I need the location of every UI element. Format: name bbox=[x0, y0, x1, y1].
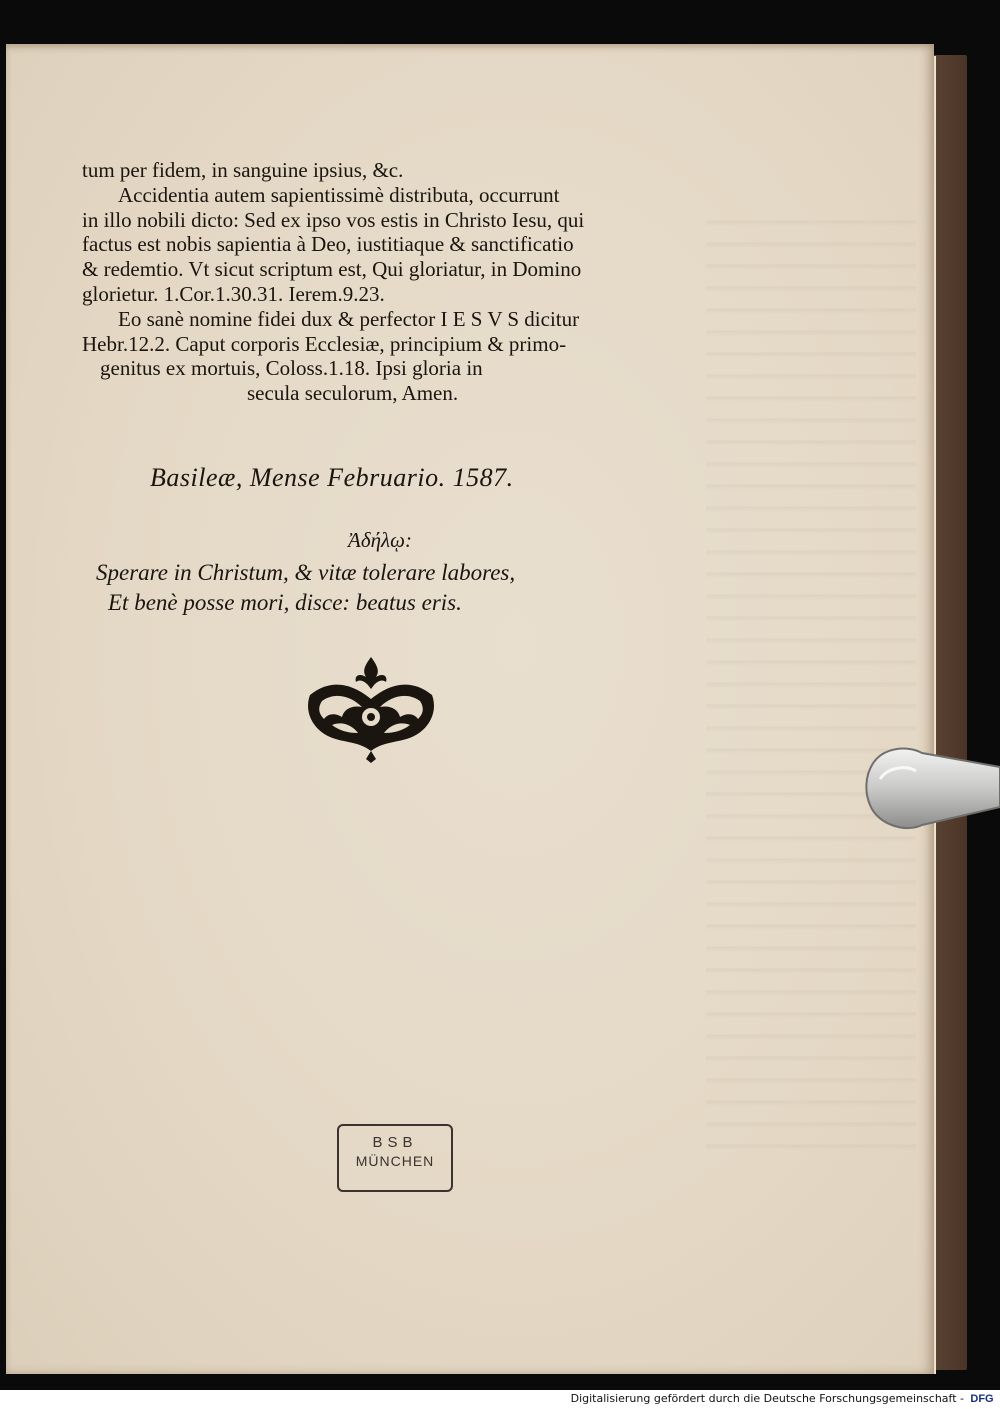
text-line: & redemtio. Vt sicut scriptum est, Qui gloriatur, in Domino bbox=[82, 257, 582, 282]
fleuron-ornament-icon bbox=[302, 655, 440, 765]
funding-credit: Digitalisierung gefördert durch die Deutsche Forschungsgemeinschaft - bbox=[570, 1392, 964, 1405]
text-line: factus est nobis sapientia à Deo, iustitiaque & sanctificatio bbox=[82, 232, 574, 257]
motto-line: Sperare in Christum, & vitæ tolerare labores, bbox=[96, 560, 516, 585]
text-line: genitus ex mortuis, Coloss.1.18. Ipsi gloria in bbox=[100, 356, 483, 381]
show-through-text bbox=[706, 204, 916, 1164]
text-line: secula seculorum, Amen. bbox=[247, 381, 459, 406]
motto-heading: Ἀδήλῳ: bbox=[348, 528, 412, 552]
motto-line: Et benè posse mori, disce: beatus eris. bbox=[108, 590, 462, 615]
scanner-pointer-icon bbox=[862, 745, 1000, 835]
text-line: Eo sanè nomine fidei dux & perfector I E S V S dicitur bbox=[118, 306, 580, 331]
text-line: in illo nobili dicto: Sed ex ipso vos estis in Christo Iesu, qui bbox=[82, 207, 585, 232]
library-stamp bbox=[337, 1124, 453, 1192]
text-line: Hebr.12.2. Caput corporis Ecclesiæ, principium & primo- bbox=[82, 331, 567, 356]
dfg-logo: DFG bbox=[970, 1393, 994, 1405]
stamp-line: MÜNCHEN bbox=[355, 1153, 435, 1169]
stamp-line: BSB bbox=[372, 1134, 418, 1151]
text-line: Accidentia autem sapientissimè distributa, occurrunt bbox=[118, 182, 560, 207]
motto bbox=[96, 558, 515, 618]
body-text bbox=[82, 158, 682, 406]
text-line: tum per fidem, in sanguine ipsius, &c. bbox=[82, 158, 404, 182]
date-line: Basileæ, Mense Februario. 1587. bbox=[150, 463, 514, 492]
text-line: glorietur. 1.Cor.1.30.31. Ierem.9.23. bbox=[82, 281, 385, 306]
